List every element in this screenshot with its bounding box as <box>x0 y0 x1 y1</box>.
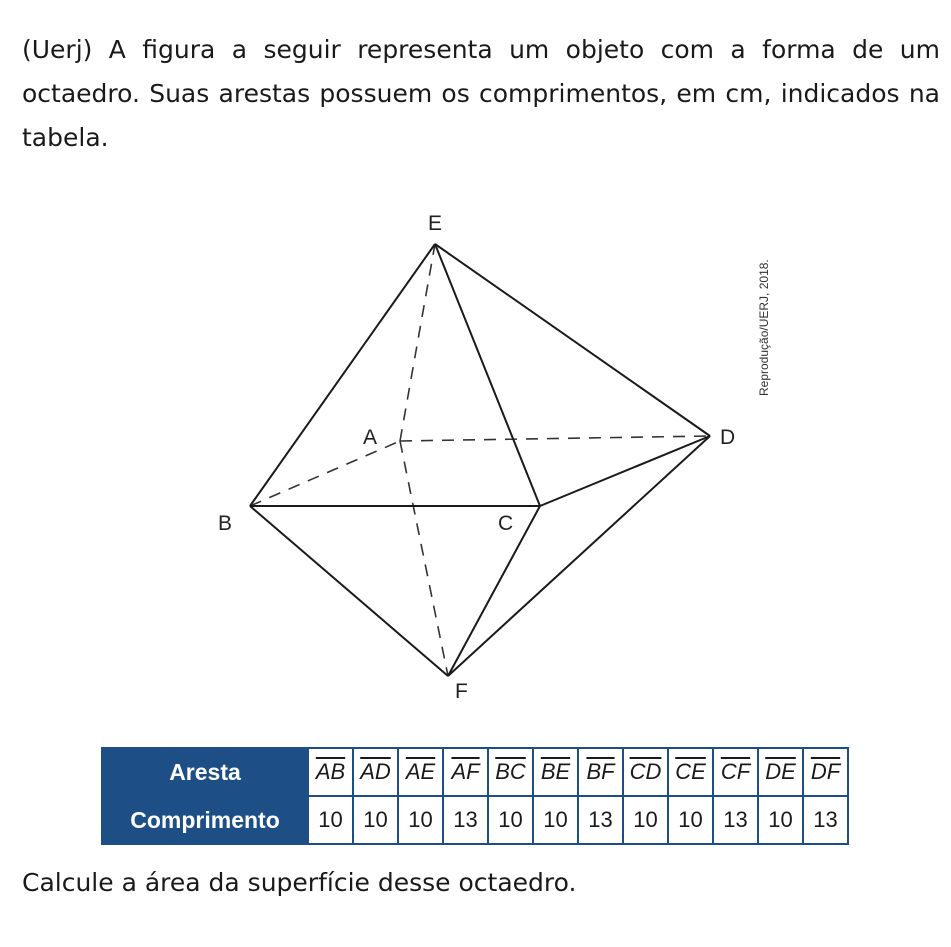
edge-cell: $\overline{CE}$ <box>668 748 713 796</box>
octahedron-diagram <box>200 200 790 720</box>
table-row-edges <box>102 748 848 796</box>
length-cell: 10 <box>623 796 668 844</box>
edge-cell: $\overline{BC}$ <box>488 748 533 796</box>
length-cell: 10 <box>353 796 398 844</box>
row-header-edges: Aresta <box>102 748 308 796</box>
image-credit: Reprodução/UERJ, 2018. <box>757 259 771 396</box>
row-header-lengths: Comprimento <box>102 796 308 844</box>
length-cell: 13 <box>713 796 758 844</box>
vertex-label-b: B <box>218 512 233 535</box>
edge-cell: $\overline{AE}$ <box>398 748 443 796</box>
edge-be <box>250 244 435 506</box>
edge-cell: $\overline{CF}$ <box>713 748 758 796</box>
length-cell: 10 <box>398 796 443 844</box>
edge-cell: $\overline{CD}$ <box>623 748 668 796</box>
edge-cell: $\overline{AD}$ <box>353 748 398 796</box>
edge-cf <box>448 506 540 676</box>
octahedron-figure <box>200 200 790 720</box>
edge-ae <box>400 244 435 441</box>
length-cell: 10 <box>308 796 353 844</box>
length-cell: 13 <box>578 796 623 844</box>
edge-ce <box>435 244 540 506</box>
edge-cd <box>540 436 710 506</box>
question-prompt: Calcule a área da superfície desse octaedro. <box>22 868 577 897</box>
edge-de <box>435 244 710 436</box>
length-cell: 10 <box>668 796 713 844</box>
edge-cell: $\overline{AF}$ <box>443 748 488 796</box>
length-cell: 10 <box>533 796 578 844</box>
edge-ad <box>400 436 710 441</box>
vertex-label-f: F <box>455 680 468 703</box>
vertex-label-c: C <box>498 512 514 535</box>
length-cell: 10 <box>488 796 533 844</box>
edge-cell: $\overline{AB}$ <box>308 748 353 796</box>
edge-df <box>448 436 710 676</box>
edge-cell: $\overline{DE}$ <box>758 748 803 796</box>
edge-cell: $\overline{BF}$ <box>578 748 623 796</box>
vertex-label-d: D <box>720 426 736 449</box>
question-intro: (Uerj) A figura a seguir representa um objeto com a forma de um octaedro. Suas arestas possuem os comprimentos, em cm, indicados na tabela. <box>22 35 940 152</box>
vertex-label-e: E <box>428 212 443 235</box>
edge-cell: $\overline{BE}$ <box>533 748 578 796</box>
length-cell: 10 <box>758 796 803 844</box>
vertex-label-a: A <box>363 426 378 449</box>
length-cell: 13 <box>803 796 848 844</box>
table-row-lengths <box>102 796 848 844</box>
length-cell: 13 <box>443 796 488 844</box>
edge-length-table <box>101 747 849 845</box>
edge-cell: $\overline{DF}$ <box>803 748 848 796</box>
